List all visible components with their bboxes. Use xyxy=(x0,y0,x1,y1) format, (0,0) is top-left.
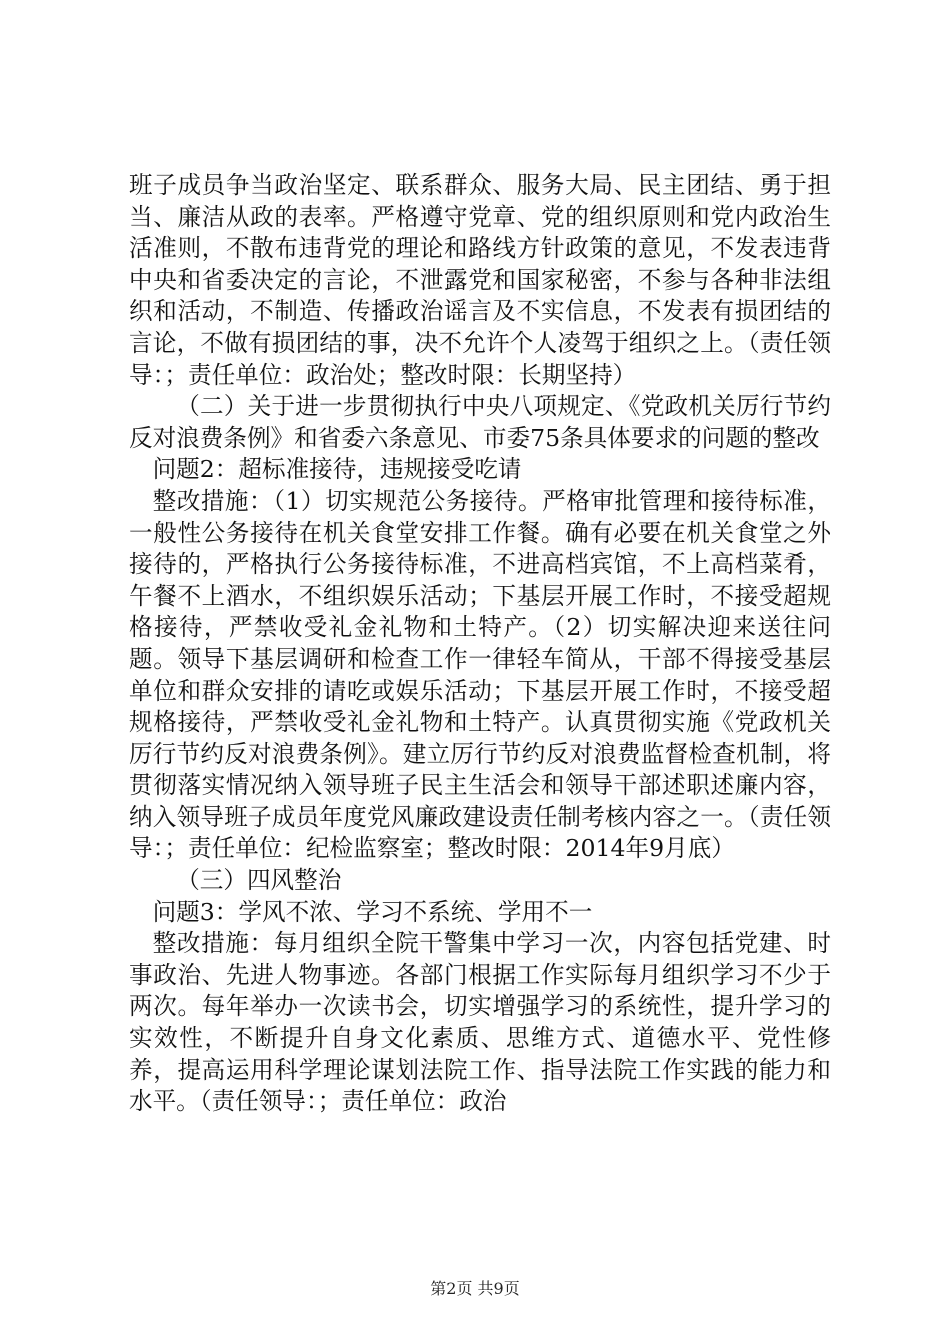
section-heading-2: （二）关于进一步贯彻执行中央八项规定、《党政机关厉行节约反对浪费条例》和省委六条意见、市委75条具体要求的问题的整改 xyxy=(129,392,831,452)
problem-2-title: 问题2：超标准接待，违规接受吃请 xyxy=(152,455,522,484)
page-number-footer: 第2页 共9页 xyxy=(430,1279,520,1298)
document-body xyxy=(129,170,831,1118)
problem-3-title: 问题3：学风不浓、学习不系统、学用不一 xyxy=(152,897,593,926)
section-heading-3: （三）四风整治 xyxy=(176,866,342,895)
problem-3-measures: 整改措施：每月组织全院干警集中学习一次，内容包括党建、时事政治、先进人物事迹。各部门根据工作实际每月组织学习不少于两次。每年举办一次读书会，切实增强学习的系统性，提升学习的实效性，不断提升自身文化素质、思维方式、道德水平、党性修养，提高运用科学理论谋划法院工作、指导法院工作实践的能力和水平。（责任领导：；责任单位：政治 xyxy=(129,929,831,1116)
problem-2-measures: 整改措施：（1）切实规范公务接待。严格审批管理和接待标准，一般性公务接待在机关食堂安排工作餐。确有必要在机关食堂之外接待的，严格执行公务接待标准，不进高档宾馆，不上高档菜肴，午餐不上酒水，不组织娱乐活动；下基层开展工作时，不接受超规格接待，严禁收受礼金礼物和土特产。（2）切实解决迎来送往问题。领导下基层调研和检查工作一律轻车简从，干部不得接受基层单位和群众安排的请吃或娱乐活动；下基层开展工作时，不接受超规格接待，严禁收受礼金礼物和土特产。认真贯彻实施《党政机关厉行节约反对浪费条例》。建立厉行节约反对浪费监督检查机制，将贯彻落实情况纳入领导班子民主生活会和领导干部述职述廉内容，纳入领导班子成员年度党风廉政建设责任制考核内容之一。（责任领导：；责任单位：纪检监察室；整改时限：2014年9月底） xyxy=(129,486,831,863)
paragraph-continuation: 班子成员争当政治坚定、联系群众、服务大局、民主团结、勇于担当、廉洁从政的表率。严格遵守党章、党的组织原则和党内政治生活准则，不散布违背党的理论和路线方针政策的意见，不发表违背中央和省委决定的言论，不泄露党和国家秘密，不参与各种非法组织和活动，不制造、传播政治谣言及不实信息，不发表有损团结的言论，不做有损团结的事，决不允许个人凌驾于组织之上。（责任领导：；责任单位：政治处；整改时限：长期坚持） xyxy=(129,171,831,389)
